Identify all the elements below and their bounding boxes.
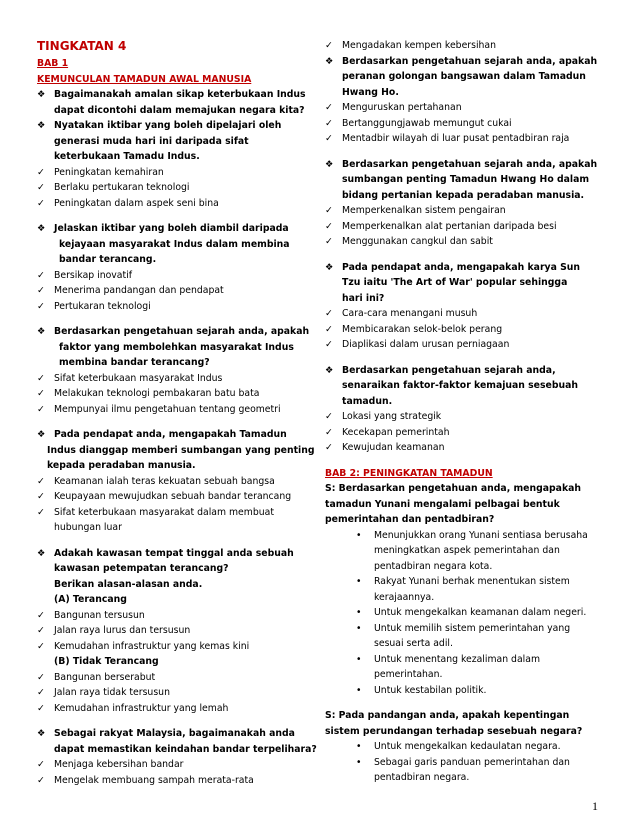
answer-item: ✓ Menguruskan pertahanan	[325, 100, 603, 116]
answer-item: ✓ Peningkatan dalam aspek seni bina	[37, 196, 312, 212]
diamond-bullet-icon: ❖	[37, 120, 46, 131]
answer-item: ✓ Memperkenalkan sistem pengairan	[325, 203, 603, 219]
check-icon: ✓	[37, 388, 45, 399]
question-line: bandar terancang.	[59, 254, 157, 265]
question-line: sistem perundangan terhadap sesebuah negara?	[325, 725, 583, 737]
subheading: (B) Tidak Terancang	[54, 656, 159, 667]
answer-item: ✓ Jalan raya tidak tersusun	[37, 685, 312, 701]
check-icon: ✓	[37, 300, 45, 312]
question-line: ❖ Berdasarkan pengetahuan sejarah anda, apakah	[325, 157, 603, 173]
check-icon: ✓	[37, 774, 45, 786]
check-icon: ✓	[325, 102, 333, 113]
answer-item: ✓ Bangunan tersusun	[37, 608, 312, 624]
diamond-bullet-icon: ❖	[37, 89, 46, 100]
diamond-bullet-icon: ❖	[325, 364, 334, 376]
question-line: Berikan alasan-alasan anda.	[54, 578, 203, 590]
check-icon: ✓	[37, 403, 45, 415]
check-icon: ✓	[37, 491, 45, 502]
check-icon: ✓	[37, 372, 45, 384]
answer-item: kerajaannya.	[374, 591, 435, 603]
answer-item: • Untuk mengekalkan keamanan dalam negeri.	[325, 605, 603, 621]
answer-item: • Untuk memilih sistem pemerintahan yang	[325, 621, 603, 637]
answer-item: • Rakyat Yunani berhak menentukan sistem	[325, 574, 603, 590]
question-line: S: Pada pandangan anda, apakah kepentingan	[325, 710, 570, 721]
answer-item: ✓ Melakukan teknologi pembakaran batu bata	[37, 386, 312, 402]
question-line: ❖ Jelaskan iktibar yang boleh diambil daripada	[37, 221, 312, 237]
answer-item: ✓ Sifat keterbukaan masyarakat dalam membuat	[37, 505, 312, 521]
chapter-label: BAB 1	[37, 58, 69, 69]
answer-item: ✓ Jalan raya lurus dan tersusun	[37, 623, 312, 639]
check-icon: ✓	[325, 323, 333, 335]
answer-item: ✓ Keamanan ialah teras kekuatan sebuah bangsa	[37, 474, 312, 490]
check-icon: ✓	[325, 40, 333, 51]
question-line: tamadun.	[342, 395, 393, 407]
diamond-bullet-icon: ❖	[37, 429, 46, 440]
answer-item: • Menunjukkan orang Yunani sentiasa berusaha	[325, 528, 603, 544]
question-line: S: Berdasarkan pengetahuan anda, mengapakah	[325, 483, 582, 494]
answer-item: ✓ Diaplikasi dalam urusan perniagaan	[325, 337, 603, 353]
answer-item: ✓ Peningkatan kemahiran	[37, 165, 312, 181]
answer-item: ✓ Keupayaan mewujudkan sebuah bandar terancang	[37, 489, 312, 505]
answer-item: ✓ Mengadakan kempen kebersihan	[325, 38, 603, 54]
question-line: kejayaan masyarakat Indus dalam membina	[59, 238, 290, 250]
answer-item: ✓ Pertukaran teknologi	[37, 299, 312, 315]
question-line: ❖ Berdasarkan pengetahuan sejarah anda,	[325, 363, 603, 379]
question-line: senaraikan faktor-faktor kemajuan sesebuah	[342, 380, 578, 391]
question-line: ❖ Pada pendapat anda, mengapakah Tamadun	[37, 427, 312, 443]
check-icon: ✓	[325, 426, 333, 438]
answer-item: ✓ Menerima pandangan dan pendapat	[37, 283, 312, 299]
check-icon: ✓	[325, 308, 333, 319]
check-icon: ✓	[325, 339, 333, 350]
diamond-bullet-icon: ❖	[325, 55, 334, 67]
check-icon: ✓	[37, 640, 45, 652]
dot-bullet-icon: •	[356, 607, 362, 618]
answer-item: ✓ Mempunyai ilmu pengetahuan tentang geometri	[37, 402, 312, 418]
check-icon: ✓	[325, 133, 333, 144]
check-icon: ✓	[37, 671, 45, 683]
check-icon: ✓	[37, 506, 45, 518]
answer-item: • Untuk menentang kezaliman dalam	[325, 652, 603, 668]
question-line: pemerintahan dan pentadbiran?	[325, 514, 495, 525]
diamond-bullet-icon: ❖	[37, 223, 46, 234]
check-icon: ✓	[325, 220, 333, 232]
question-line: generasi muda hari ini daripada sifat	[54, 135, 249, 147]
page-number: 1	[592, 799, 598, 813]
answer-item: ✓ Bersikap inovatif	[37, 268, 312, 284]
answer-item: ✓ Kemudahan infrastruktur yang kemas kini	[37, 639, 312, 655]
check-icon: ✓	[37, 759, 45, 770]
check-icon: ✓	[37, 166, 45, 178]
answer-item: hubungan luar	[54, 522, 122, 533]
question-line: Hwang Ho.	[342, 86, 399, 98]
answer-item: ✓ Kewujudan keamanan	[325, 440, 603, 456]
question-line: dapat memastikan keindahan bandar terpelihara?	[54, 743, 317, 755]
question-line: dapat dicontohi dalam memajukan negara kita?	[54, 104, 305, 116]
dot-bullet-icon: •	[356, 741, 362, 752]
question-line: ❖ Pada pendapat anda, mengapakah karya Sun	[325, 260, 603, 276]
question-line: sumbangan penting Tamadun Hwang Ho dalam	[342, 174, 590, 185]
question-line: keterbukaan Tamadu Indus.	[54, 151, 200, 162]
diamond-bullet-icon: ❖	[325, 158, 334, 170]
check-icon: ✓	[37, 269, 45, 281]
diamond-bullet-icon: ❖	[37, 547, 46, 559]
question-line: bidang pertanian kepada peradaban manusia.	[342, 189, 585, 201]
check-icon: ✓	[37, 182, 45, 193]
answer-item: ✓ Cara-cara menangani musuh	[325, 306, 603, 322]
diamond-bullet-icon: ❖	[37, 326, 46, 337]
check-icon: ✓	[37, 285, 45, 296]
check-icon: ✓	[325, 442, 333, 453]
answer-item: ✓ Menggunakan cangkul dan sabit	[325, 234, 603, 250]
answer-item: ✓ Kecekapan pemerintah	[325, 425, 603, 441]
question-line: ❖ Nyatakan iktibar yang boleh dipelajari oleh	[37, 118, 312, 134]
answer-item: ✓ Mentadbir wilayah di luar pusat pentadbiran raja	[325, 131, 603, 147]
answer-item: ✓ Menjaga kebersihan bandar	[37, 757, 312, 773]
diamond-bullet-icon: ❖	[325, 261, 334, 273]
left-column	[37, 38, 317, 788]
question-line: ❖ Bagaimanakah amalan sikap keterbukaan Indus	[37, 87, 312, 103]
question-line: ❖ Adakah kawasan tempat tinggal anda sebuah	[37, 546, 312, 562]
answer-item: sesuai serta adil.	[374, 638, 453, 649]
question-line: membina bandar terancang?	[59, 357, 210, 368]
answer-item: • Sebagai garis panduan pemerintahan dan	[325, 755, 603, 771]
check-icon: ✓	[37, 625, 45, 636]
answer-item: ✓ Berlaku pertukaran teknologi	[37, 180, 312, 196]
question-line: Tzu iaitu 'The Art of War' popular sehingga	[342, 277, 568, 288]
diamond-bullet-icon: ❖	[37, 728, 46, 739]
chapter-title: KEMUNCULAN TAMADUN AWAL MANUSIA	[37, 73, 252, 85]
dot-bullet-icon: •	[356, 529, 362, 541]
check-icon: ✓	[37, 702, 45, 714]
check-icon: ✓	[325, 236, 333, 247]
check-icon: ✓	[37, 197, 45, 209]
answer-item: pentadbiran negara kota.	[374, 560, 493, 572]
question-line: ❖ Sebagai rakyat Malaysia, bagaimanakah anda	[37, 726, 312, 742]
answer-item: ✓ Lokasi yang strategik	[325, 409, 603, 425]
subheading: (A) Terancang	[54, 594, 127, 605]
question-line: ❖ Berdasarkan pengetahuan sejarah anda, apakah	[37, 324, 312, 340]
check-icon: ✓	[37, 609, 45, 621]
dot-bullet-icon: •	[356, 684, 362, 696]
question-line: kepada peradaban manusia.	[47, 460, 196, 471]
question-line: Indus dianggap memberi sumbangan yang penting	[47, 444, 315, 456]
check-icon: ✓	[37, 475, 45, 487]
dot-bullet-icon: •	[356, 576, 362, 587]
answer-item: ✓ Bertanggungjawab memungut cukai	[325, 116, 603, 132]
answer-item: pentadbiran negara.	[374, 772, 470, 783]
answer-item: • Untuk kestabilan politik.	[325, 683, 603, 699]
question-line: peranan golongan bangsawan dalam Tamadun	[342, 71, 586, 82]
answer-item: • Untuk mengekalkan kedaulatan negara.	[325, 739, 603, 755]
dot-bullet-icon: •	[356, 653, 362, 665]
question-line: ❖ Berdasarkan pengetahuan sejarah anda, apakah	[325, 54, 603, 70]
question-line: tamadun Yunani mengalami pelbagai bentuk	[325, 498, 560, 510]
page-title: TINGKATAN 4	[37, 39, 127, 53]
right-column	[325, 38, 603, 786]
answer-item: meningkatkan aspek pemerintahan dan	[374, 545, 560, 556]
answer-item: ✓ Sifat keterbukaan masyarakat Indus	[37, 371, 312, 387]
answer-item: ✓ Kemudahan infrastruktur yang lemah	[37, 701, 312, 717]
answer-item: ✓ Bangunan berserabut	[37, 670, 312, 686]
check-icon: ✓	[325, 117, 333, 129]
check-icon: ✓	[325, 205, 333, 216]
check-icon: ✓	[325, 411, 333, 422]
answer-item: ✓ Memperkenalkan alat pertanian daripada besi	[325, 219, 603, 235]
answer-item: ✓ Mengelak membuang sampah merata-rata	[37, 773, 312, 789]
dot-bullet-icon: •	[356, 622, 362, 634]
question-line: faktor yang membolehkan masyarakat Indus	[59, 341, 294, 353]
dot-bullet-icon: •	[356, 756, 362, 768]
question-line: hari ini?	[342, 292, 385, 304]
answer-item: pemerintahan.	[374, 669, 443, 680]
answer-item: ✓ Membicarakan selok-belok perang	[325, 322, 603, 338]
question-line: kawasan petempatan terancang?	[54, 563, 229, 574]
check-icon: ✓	[37, 687, 45, 698]
chapter-2-title: BAB 2: PENINGKATAN TAMADUN	[325, 467, 493, 479]
